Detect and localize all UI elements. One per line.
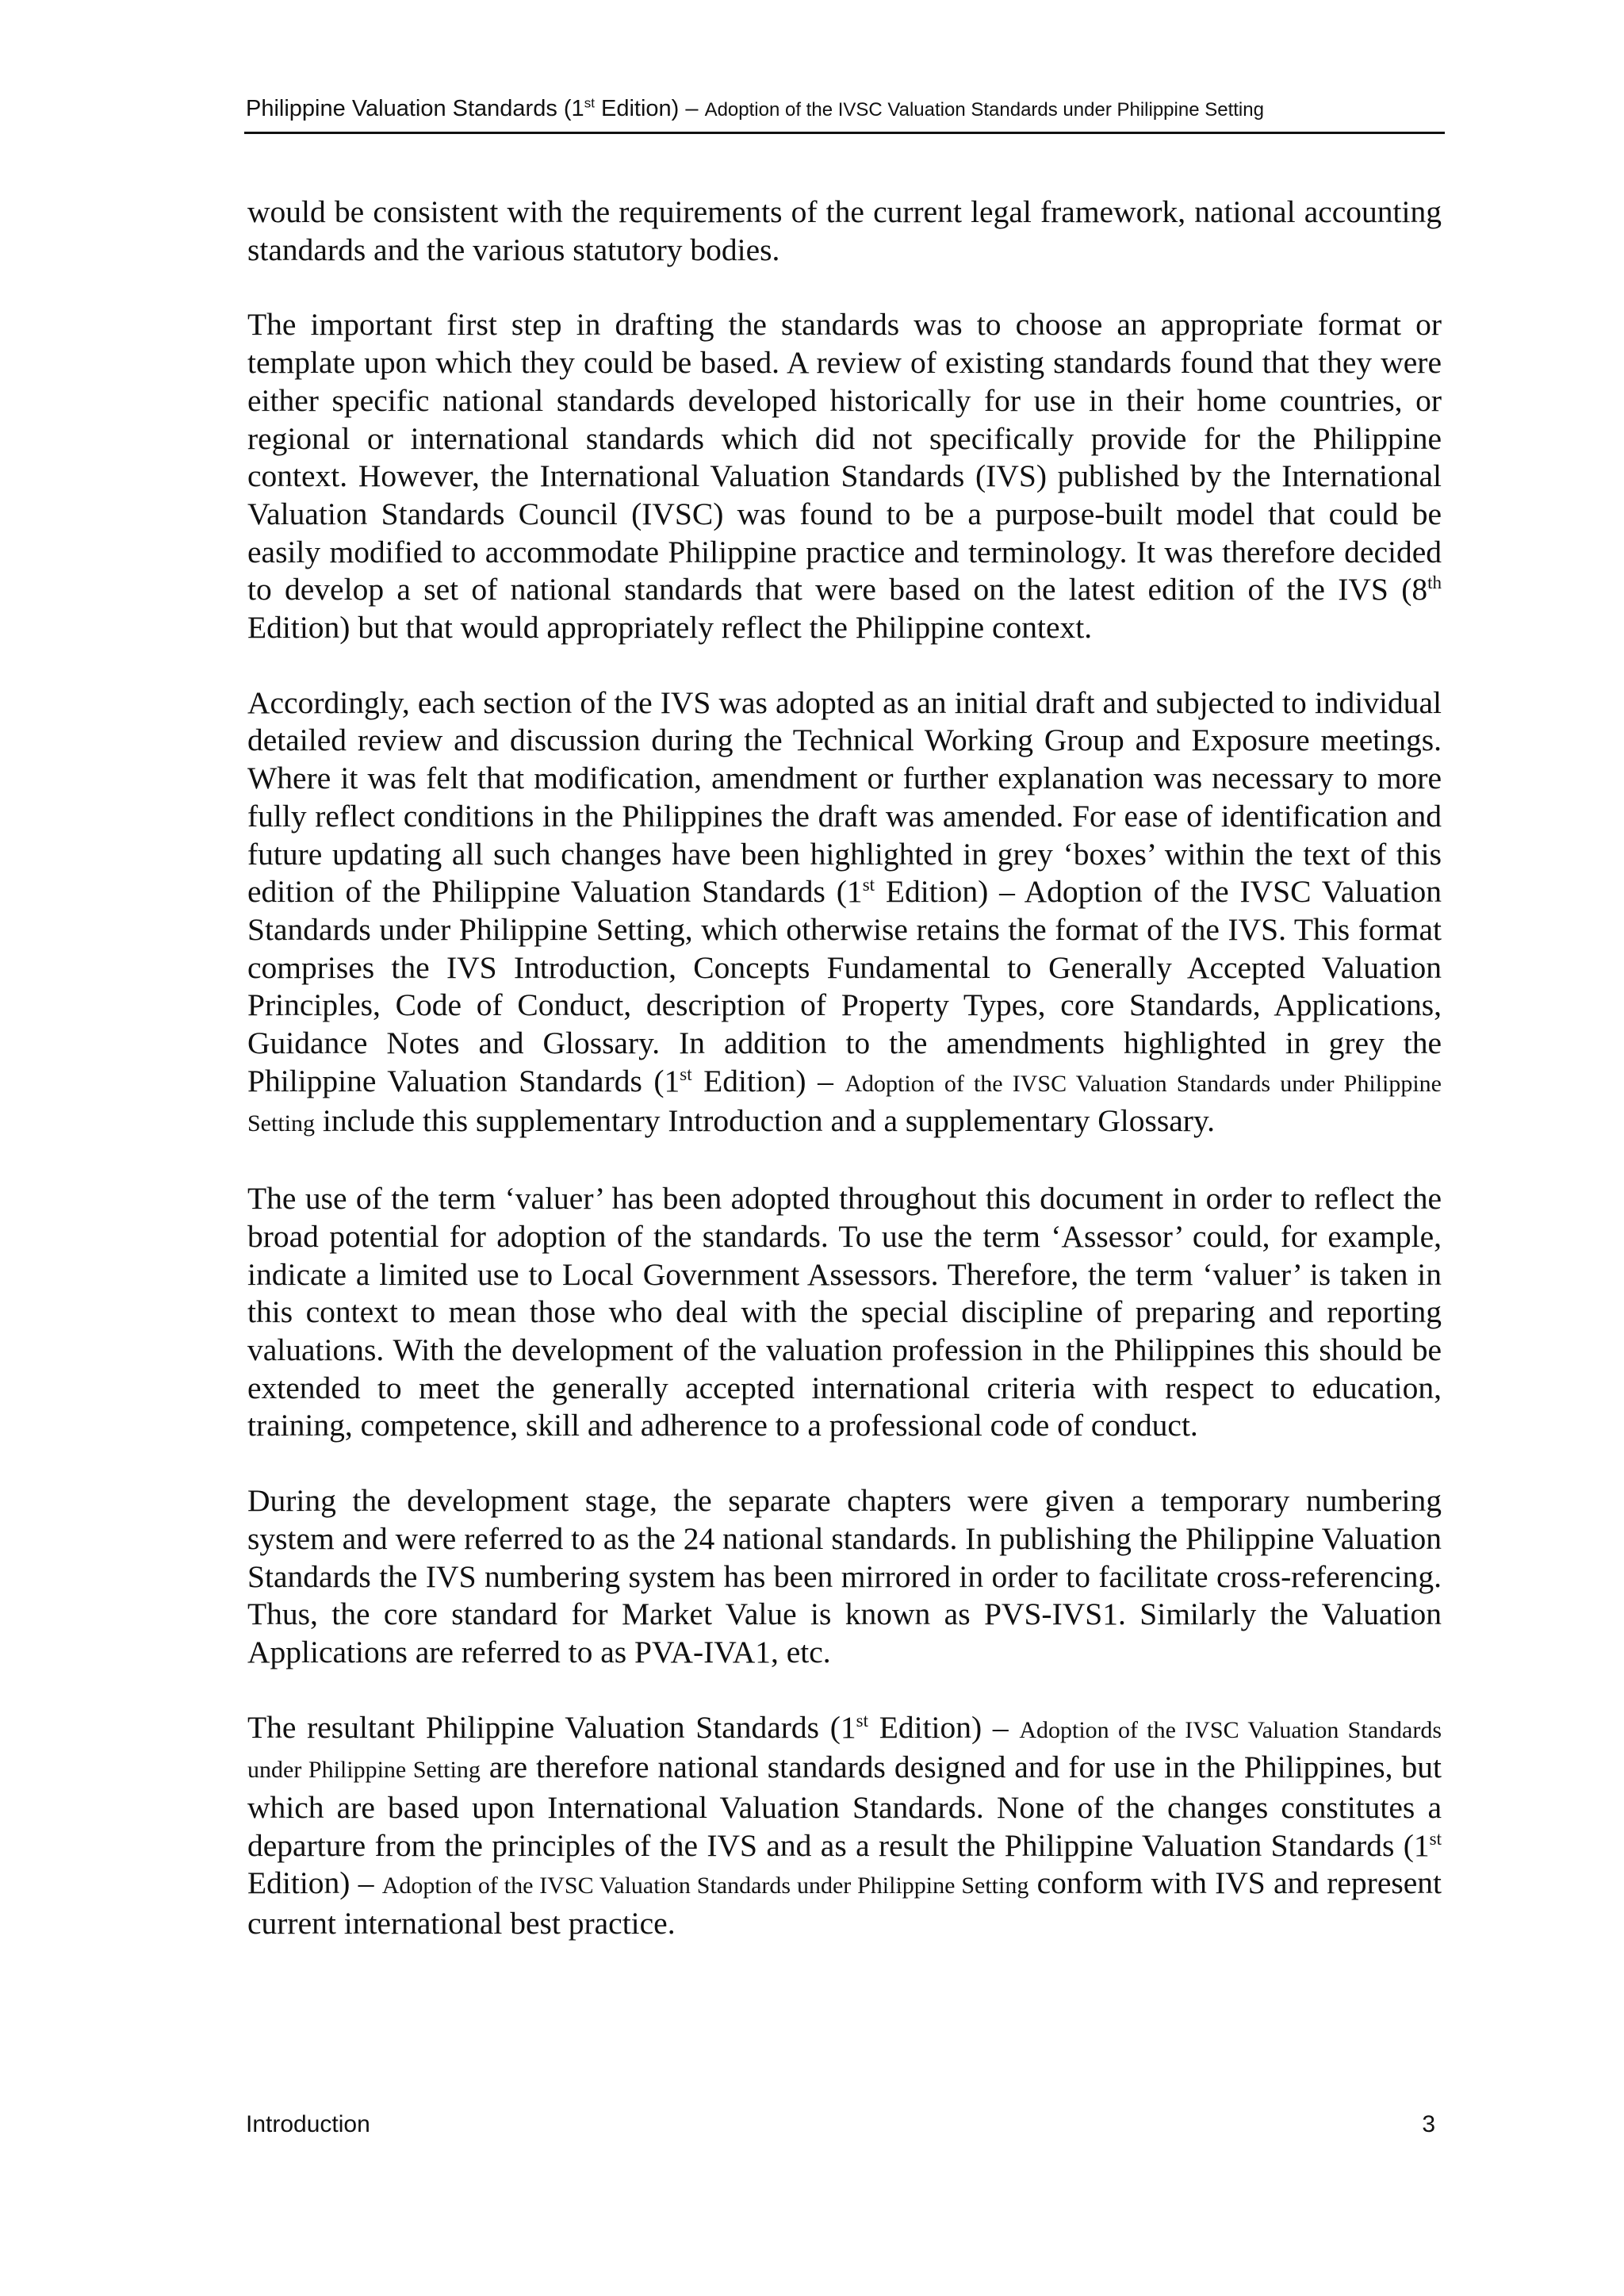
header-edition: Edition) –	[594, 96, 705, 121]
paragraph-3-text-c: Edition) –	[691, 1063, 845, 1098]
running-header	[246, 95, 1445, 123]
paragraph-5: During the development stage, the separate chapters were given a temporary numbering system and were referred to as the 24 national standards. In publishing the Philippine Valuation Standards the IVS numbering system has been mirrored in order to facilitate cross-referencing. Thus, the core standard for Market Value is known as PVS-IVS1. Similarly the Valuation Applications are referred to as PVA-IVA1, etc.	[247, 1483, 1442, 1669]
paragraph-6-text-b: Edition) –	[868, 1709, 1020, 1745]
body-text	[247, 194, 1442, 1980]
header-superscript: st	[584, 95, 595, 111]
page-number: 3	[1422, 2111, 1435, 2137]
paragraph-2	[247, 306, 1442, 646]
paragraph-4: The use of the term ‘valuer’ has been adopted throughout this document in order to reflect the broad potential for adoption of the standards. To use the term ‘Assessor’ could, for example, indicate a limited use to Local Government Assessors. Therefore, the term ‘valuer’ is taken in this context to mean those who deal with the special discipline of preparing and reporting valuations. With the development of the valuation profession in the Philippines this should be extended to meet the generally accepted international criteria with respect to education, training, competence, skill and adherence to a professional code of conduct.	[247, 1181, 1442, 1443]
paragraph-6-text-e: conform with IVS and represent current international best practice.	[247, 1865, 1442, 1941]
paragraph-6-text-a: The resultant Philippine Valuation Standards (1	[247, 1709, 856, 1745]
paragraph-3	[247, 684, 1442, 1143]
paragraph-6-text-c: are therefore national standards designed and for use in the Philippines, but which are based upon International Valuation Standards. None of the changes constitutes a departure from the principles of the IVS and as a result the Philippine Valuation Standards (1	[247, 1750, 1442, 1863]
paragraph-2-sup: th	[1427, 573, 1442, 593]
paragraph-3-sup-2: st	[680, 1064, 692, 1084]
paragraph-2-text-a: The important first step in drafting the standards was to choose an appropriate format or template upon which they could be based. A review of existing standards found that they were either specific national standards developed historically for use in their home countries, or regional or international standards which did not specifically provide for the Philippine context. However, the International Valuation Standards (IVS) published by the International Valuation Standards Council (IVSC) was found to be a purpose-built model that could be easily modified to accommodate Philippine practice and terminology. It was therefore decided to develop a set of national standards that were based on the latest edition of the IVS (8	[247, 307, 1442, 608]
paragraph-6-sup-1: st	[856, 1710, 869, 1731]
paragraph-2-text-b: Edition) but that would appropriately reflect the Philippine context.	[247, 610, 1093, 646]
paragraph-3-sup-1: st	[862, 875, 875, 895]
header-rule	[244, 132, 1445, 134]
paragraph-1: would be consistent with the requirements of the current legal framework, national accounting standards and the various statutory bodies.	[247, 194, 1442, 267]
header-title: Philippine Valuation Standards (1	[246, 96, 584, 121]
header-subtitle: Adoption of the IVSC Valuation Standards under Philippine Setting	[704, 99, 1264, 121]
paragraph-6-small-1: Adoption of the IVSC Valuation Standards under Philippine Setting	[247, 1716, 1442, 1784]
paragraph-6-small-2: Adoption of the IVSC Valuation Standards under Philippine Setting	[381, 1872, 1029, 1899]
paragraph-3-small: Adoption of the IVSC Valuation Standards under Philippine Setting	[247, 1070, 1442, 1137]
paragraph-3-text-d: include this supplementary Introduction and a supplementary Glossary.	[315, 1103, 1216, 1139]
paragraph-6	[247, 1709, 1442, 1943]
paragraph-3-text-b: Edition) – Adoption of the IVSC Valuation Standards under Philippine Setting, which otherwise retains the format of the IVS. This format comprises the IVS Introduction, Concepts Fundamental to Generally Accepted Valuation Principles, Code of Conduct, description of Property Types, core Standards, Applications, Guidance Notes and Glossary. In addition to the amendments highlighted in grey the Philippine Valuation Standards (1	[247, 874, 1442, 1098]
paragraph-6-sup-2: st	[1429, 1828, 1442, 1849]
paragraph-6-text-d: Edition) –	[247, 1865, 382, 1901]
footer-section-title: Introduction	[246, 2111, 370, 2137]
paragraph-3-text-a: Accordingly, each section of the IVS was adopted as an initial draft and subjected to individual detailed review and discussion during the Technical Working Group and Exposure meetings. Where it was felt that modification, amendment or further explanation was necessary to more fully reflect conditions in the Philippines the draft was amended. For ease of identification and future updating all such changes have been highlighted in grey ‘boxes’ within the text of this edition of the Philippine Valuation Standards (1	[247, 684, 1442, 910]
